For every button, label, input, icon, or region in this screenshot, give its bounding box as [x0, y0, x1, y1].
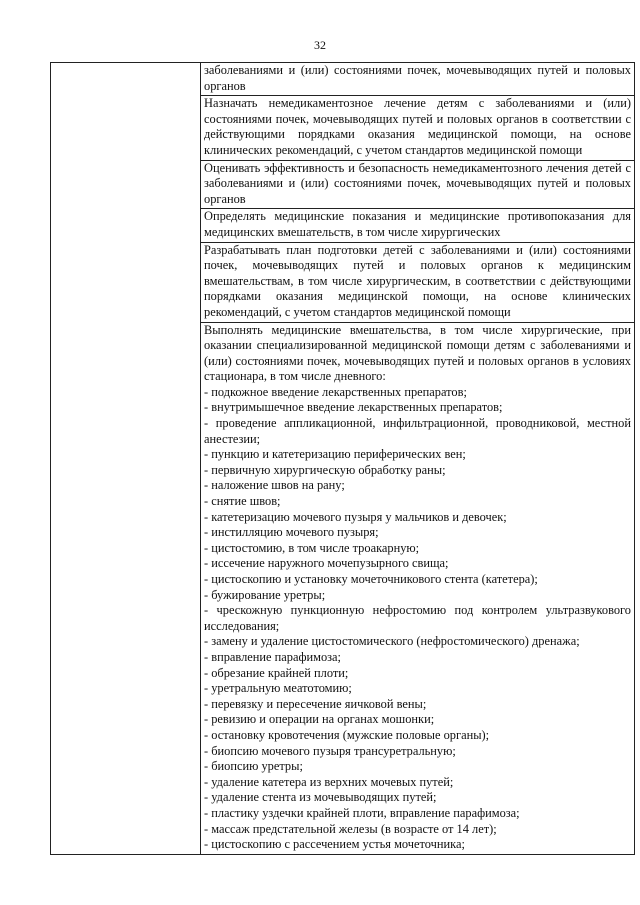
list-item: - вправление парафимоза;: [204, 649, 341, 664]
table-row: [51, 63, 635, 96]
list-item: - биопсию уретры;: [204, 759, 303, 774]
list-item: - удаление стента из мочевыводящих путей;: [204, 790, 437, 805]
list-item: - чрескожную пункционную нефростомию под контролем ультразвукового исследования;: [204, 603, 631, 633]
list-item: - первичную хирургическую обработку раны;: [204, 462, 446, 477]
right-column-cell: [201, 160, 635, 209]
right-column-cell: [201, 322, 635, 854]
list-item: - инстилляцию мочевого пузыря;: [204, 525, 379, 540]
list-item: - уретральную меатотомию;: [204, 681, 352, 696]
list-item: - внутримышечное введение лекарственных препаратов;: [204, 400, 503, 415]
list-item: - пластику уздечки крайней плоти, вправление парафимоза;: [204, 805, 520, 820]
right-column-cell: [201, 209, 635, 242]
cell-text: заболеваниями и (или) состояниями почек, мочевыводящих путей и половых органов: [204, 63, 631, 93]
list-item: - пункцию и катетеризацию периферических вен;: [204, 447, 466, 462]
list-item: - цистоскопию и установку мочеточникового стента (катетера);: [204, 572, 538, 586]
list-item: - ревизию и операции на органах мошонки;: [204, 712, 435, 727]
requirements-table: [50, 62, 635, 855]
right-column-cell: [201, 96, 635, 160]
list-item: - цистоскопию с рассечением устья мочеточника;: [204, 837, 465, 852]
list-item: - подкожное введение лекарственных препаратов;: [204, 384, 467, 399]
list-item: - остановку кровотечения (мужские половые органы);: [204, 727, 490, 742]
cell-text: Оценивать эффективность и безопасность немедикаментозного лечения детей с заболеваниями и (или) состояниями почек, мочевыводящих путей и половых органов: [204, 160, 631, 206]
list-item: - цистостомию, в том числе троакарную;: [204, 540, 420, 555]
left-column-cell: [51, 63, 201, 855]
cell-text: Назначать немедикаментозное лечение детям с заболеваниями и (или) состояниями почек, мочевыводящих путей и половых органов в соответствии с действующими порядками оказания медицинской помощи, на основе клинических рекомендаций, с учетом стандартов медицинской помощи: [204, 96, 631, 157]
list-item: - перевязку и пересечение яичковой вены;: [204, 696, 427, 711]
list-item: - проведение аппликационной, инфильтрационной, проводниковой, местной анестезии;: [204, 416, 631, 446]
list-item: - иссечение наружного мочепузырного свища;: [204, 556, 449, 571]
right-column-cell: [201, 242, 635, 322]
page-number: 32: [314, 38, 326, 52]
list-item: - бужирование уретры;: [204, 587, 326, 602]
list-item: - биопсию мочевого пузыря трансуретральную;: [204, 743, 456, 758]
cell-text: Разрабатывать план подготовки детей с заболеваниями и (или) состояниями почек, мочевыводящих путей и половых органов к медицинским вмешательствам, в том числе хирургическим, в соответствии с действующими порядками оказания медицинской помощи, на основе клинических рекомендаций, с учетом стандартов медицинской помощи: [204, 242, 631, 319]
list-item: - замену и удаление цистостомического (нефростомического) дренажа;: [204, 634, 580, 649]
list-item: - наложение швов на рану;: [204, 478, 345, 493]
cell-text: Определять медицинские показания и медицинские противопоказания для медицинских вмешательств, в том числе хирургических: [204, 209, 631, 239]
list-item: - удаление катетера из верхних мочевых путей;: [204, 774, 454, 789]
right-column-cell: [201, 63, 635, 96]
procedures-intro: Выполнять медицинские вмешательства, в том числе хирургические, при оказании специализированной медицинской помощи детям с заболеваниями и (или) состояниями почек, мочевыводящих путей и половых органов в условиях стационара, в том числе дневного:: [204, 322, 631, 384]
list-item: - катетеризацию мочевого пузыря у мальчиков и девочек;: [204, 509, 507, 524]
list-item: - снятие швов;: [204, 494, 281, 509]
list-item: - массаж предстательной железы (в возрасте от 14 лет);: [204, 821, 497, 836]
list-item: - обрезание крайней плоти;: [204, 665, 349, 680]
